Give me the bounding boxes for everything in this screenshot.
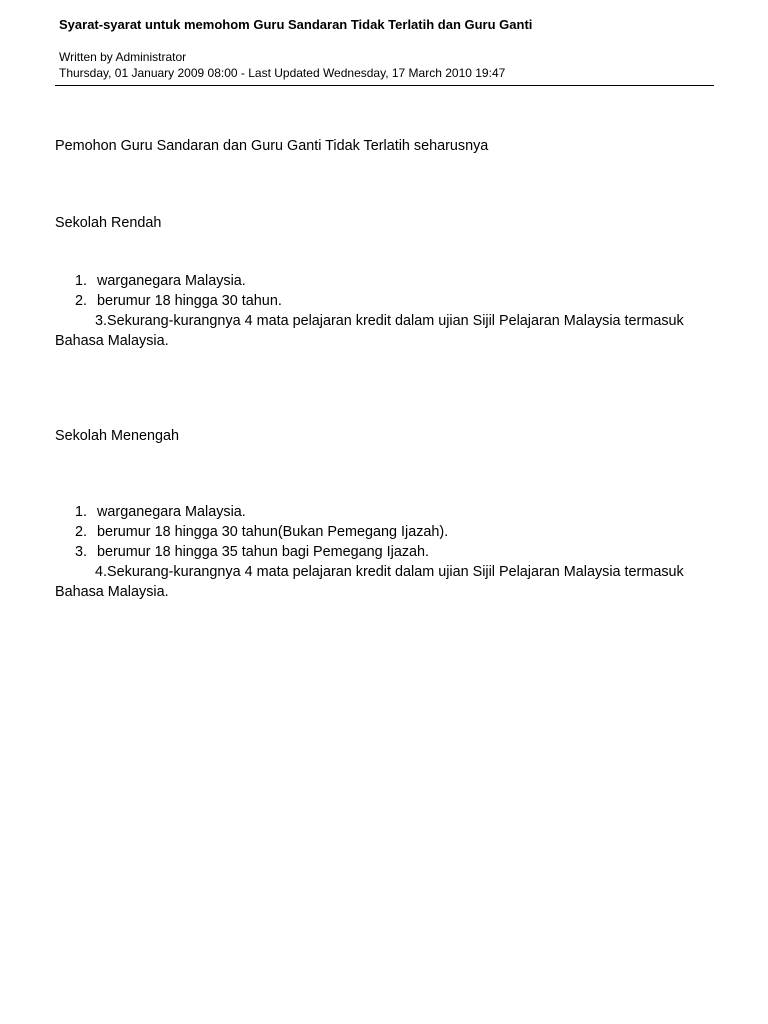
list-item: [55, 502, 715, 522]
list-item: [55, 291, 715, 311]
list-item-text: warganegara Malaysia.: [97, 504, 246, 520]
article-title: Syarat-syarat untuk memohom Guru Sandaran Tidak Terlatih dan Guru Ganti: [59, 17, 533, 32]
section-heading-sekolah-rendah: Sekolah Rendah: [55, 215, 162, 231]
list-item: [55, 562, 715, 602]
section-heading-sekolah-menengah: Sekolah Menengah: [55, 428, 180, 444]
list-item-text: berumur 18 hingga 30 tahun(Bukan Pemegang Ijazah).: [97, 524, 449, 540]
list-item-number: 3.: [75, 544, 88, 560]
list-item: [55, 311, 715, 351]
list-item-number: 1.: [75, 273, 88, 289]
list-item: [55, 271, 715, 291]
list-item-number: 3.: [95, 313, 108, 329]
sekolah-rendah-list: [55, 271, 715, 351]
date-line: Thursday, 01 January 2009 08:00 - Last Updated Wednesday, 17 March 2010 19:47: [59, 66, 506, 80]
sekolah-menengah-list: [55, 502, 715, 602]
list-item-text: Sekurang-kurangnya 4 mata pelajaran kredit dalam ujian Sijil Pelajaran Malaysia termasuk Bahasa Malaysia.: [55, 313, 684, 349]
list-item-number: 2.: [75, 293, 88, 309]
list-item-text: berumur 18 hingga 30 tahun.: [97, 293, 282, 309]
intro-paragraph: Pemohon Guru Sandaran dan Guru Ganti Tidak Terlatih seharusnya: [55, 138, 489, 154]
list-item-number: 1.: [75, 504, 88, 520]
list-item-text: warganegara Malaysia.: [97, 273, 246, 289]
author-line: Written by Administrator: [59, 50, 187, 64]
list-item-number: 4.: [95, 564, 108, 580]
list-item-number: 2.: [75, 524, 88, 540]
list-item: [55, 542, 715, 562]
list-item-text: Sekurang-kurangnya 4 mata pelajaran kredit dalam ujian Sijil Pelajaran Malaysia termasuk Bahasa Malaysia.: [55, 564, 684, 600]
list-item-text: berumur 18 hingga 35 tahun bagi Pemegang Ijazah.: [97, 544, 430, 560]
header-divider: [55, 85, 714, 86]
list-item: [55, 522, 715, 542]
